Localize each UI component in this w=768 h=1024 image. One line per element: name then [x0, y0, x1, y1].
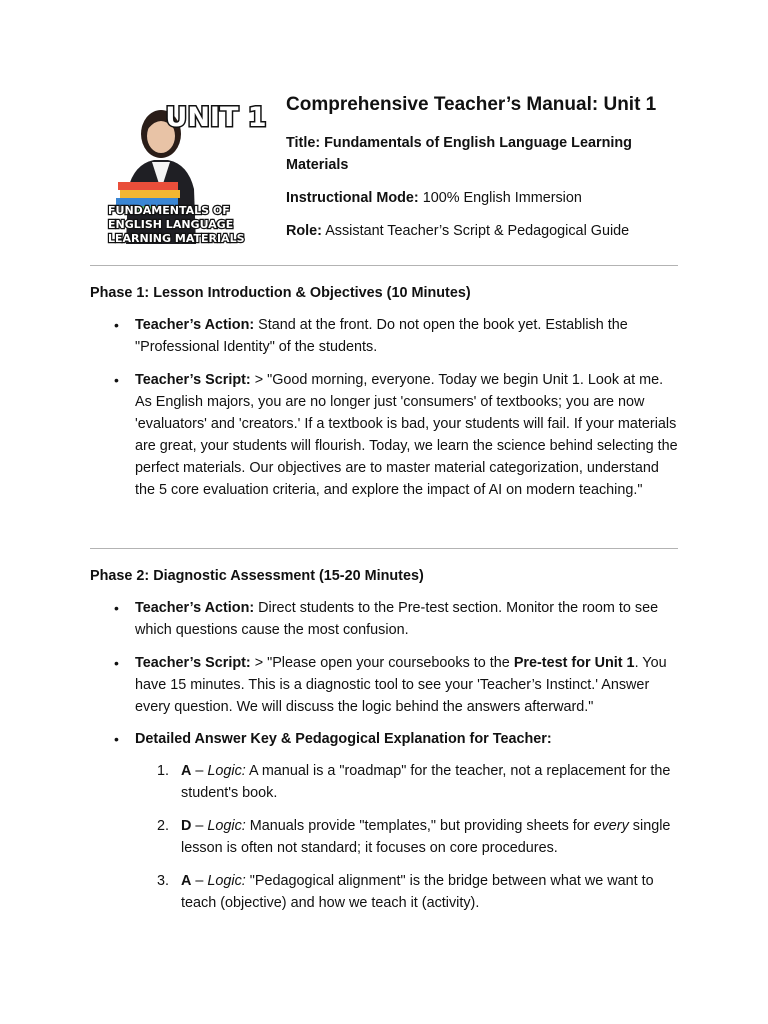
- answer-item-2: [135, 815, 680, 859]
- mode-value: 100% English Immersion: [418, 190, 582, 206]
- instructional-mode-line: [286, 187, 681, 209]
- answer-key-label: Detailed Answer Key & Pedagogical Explanation for Teacher:: [135, 731, 552, 747]
- answer-emphasis: every: [593, 818, 629, 834]
- answer-dash: –: [191, 763, 208, 779]
- script-text: > "Good morning, everyone. Today we begin Unit 1. Look at me. As English majors, you are no longer just 'consumers' of textbooks; you are now 'evaluators' and 'creators.' If a textbook is bad, your students will fail. If your materials are great, your students will flourish. Today, we learn the science behind selecting the perfect materials. Our objectives are to master material categorization, understand the 5 core evaluation criteria, and explore the impact of AI on modern teaching.": [135, 371, 678, 498]
- answer-text-a: Manuals provide "templates," but providing sheets for: [245, 818, 594, 834]
- action-label: Teacher’s Action:: [135, 317, 255, 333]
- answer-key-heading-item: [90, 728, 680, 750]
- script-label: Teacher’s Script:: [135, 654, 251, 671]
- answer-letter: A: [181, 763, 192, 779]
- title-line: [286, 132, 681, 176]
- phase-1-script-item: [90, 369, 680, 501]
- section-divider-1: [90, 265, 678, 266]
- cover-caption-line-1: FUNDAMENTALS OF: [108, 204, 230, 217]
- script-text-b: . You have 15 minutes. This is a diagnostic tool to see your 'Teacher’s Instinct.' Answer every question. We will discuss the logic behind the answers afterward.": [135, 654, 667, 715]
- phase-2-bullets: [90, 597, 680, 761]
- answer-key-list: [135, 760, 680, 925]
- title-label: Title: Fundamentals of English Language Learning Materials: [286, 135, 632, 173]
- logic-label: Logic:: [207, 763, 246, 779]
- mode-label: Instructional Mode:: [286, 190, 419, 206]
- answer-number: 3.: [157, 873, 170, 889]
- answer-number: 2.: [157, 818, 170, 834]
- answer-text-b: single lesson is often not standard; it focuses on core procedures.: [181, 818, 671, 856]
- unit-cover-image: [104, 94, 267, 245]
- answer-text: "Pedagogical alignment" is the bridge between what we want to teach (objective) and how we teach it (activity).: [181, 873, 654, 911]
- cover-caption-line-3: LEARNING MATERIALS: [108, 232, 245, 245]
- phase-2-script-item: [90, 652, 680, 718]
- logic-label: Logic:: [207, 873, 246, 889]
- action-text: Stand at the front. Do not open the book yet. Establish the "Professional Identity" of the students.: [135, 317, 628, 355]
- answer-text: A manual is a "roadmap" for the teacher, not a replacement for the student's book.: [181, 763, 671, 801]
- action-text: Direct students to the Pre-test section. Monitor the room to see which questions cause the most confusion.: [135, 600, 659, 638]
- bullet-icon: •: [114, 371, 119, 388]
- role-line: [286, 220, 681, 242]
- phase-2-action-item: [90, 597, 680, 641]
- phase-1-title: Phase 1: Lesson Introduction & Objectives (10 Minutes): [90, 285, 471, 301]
- role-value: Assistant Teacher’s Script & Pedagogical Guide: [321, 223, 630, 239]
- phase-1-bullets: [90, 314, 680, 511]
- document-title: Comprehensive Teacher’s Manual: Unit 1: [286, 94, 657, 115]
- bullet-icon: •: [114, 600, 119, 616]
- answer-letter: D: [181, 818, 192, 834]
- bullet-icon: •: [114, 317, 119, 333]
- script-text-a: > "Please open your coursebooks to the: [250, 654, 514, 671]
- answer-letter: A: [181, 873, 192, 889]
- answer-dash: –: [191, 818, 208, 834]
- role-label: Role:: [286, 223, 322, 239]
- answer-item-3: [135, 870, 680, 914]
- bullet-icon: •: [114, 654, 119, 671]
- action-label: Teacher’s Action:: [135, 600, 255, 616]
- section-divider-2: [90, 548, 678, 549]
- answer-dash: –: [191, 873, 208, 889]
- script-label: Teacher’s Script:: [135, 371, 251, 388]
- pretest-emphasis: Pre-test for Unit 1: [513, 654, 635, 671]
- bullet-icon: •: [114, 731, 119, 747]
- logic-label: Logic:: [207, 818, 246, 834]
- unit-badge-text: UNIT 1: [165, 102, 267, 133]
- cover-caption-line-2: ENGLISH LANGUAGE: [108, 218, 234, 231]
- manual-header: [100, 88, 680, 248]
- phase-2-title: Phase 2: Diagnostic Assessment (15-20 Minutes): [90, 568, 424, 584]
- answer-item-1: [135, 760, 680, 804]
- manual-meta: [286, 88, 681, 253]
- phase-1-action-item: [90, 314, 680, 358]
- answer-number: 1.: [157, 763, 170, 779]
